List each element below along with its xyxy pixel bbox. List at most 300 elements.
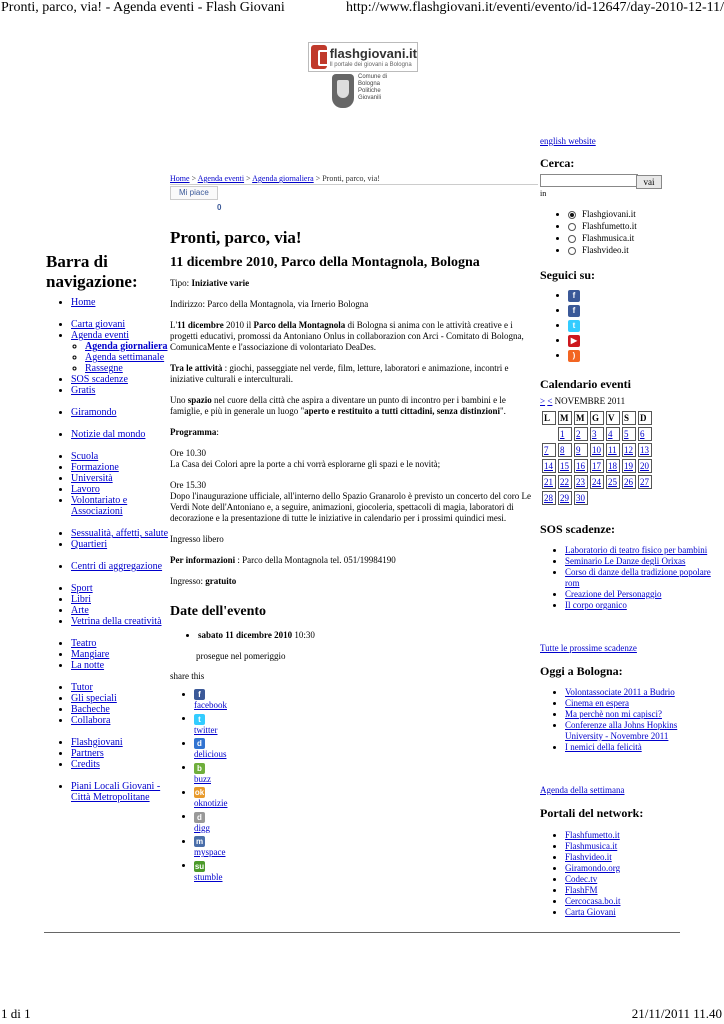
breadcrumb-current: Pronti, parco, via! — [322, 174, 380, 183]
nav-group — [58, 781, 173, 803]
calendar-day-link[interactable]: 3 — [592, 429, 597, 439]
calendar-day — [558, 459, 572, 473]
calendar-nav — [540, 396, 625, 406]
calendar-empty-cell — [638, 491, 652, 505]
sos-list — [554, 545, 714, 611]
calendar-day-link[interactable]: 5 — [624, 429, 629, 439]
page-title: Pronti, parco, via! — [170, 228, 302, 247]
calendar-day — [606, 475, 620, 489]
nav-link[interactable]: Libri — [71, 594, 91, 605]
calendar-next-button[interactable]: > — [540, 396, 546, 406]
calendar-day — [542, 491, 556, 505]
calendar-day — [606, 443, 620, 457]
nav-link[interactable]: La notte — [71, 660, 105, 671]
calendar-day — [590, 443, 604, 457]
nav-item — [71, 693, 173, 704]
nav-link[interactable]: Lavoro — [71, 484, 100, 495]
search-button[interactable]: vai — [636, 175, 662, 189]
sidebar-nav — [58, 297, 173, 814]
bologna-crest-icon — [332, 74, 354, 108]
nav-item — [71, 407, 173, 418]
sos-all-link[interactable]: Tutte le prossime scadenze — [540, 643, 637, 653]
calendar-day — [590, 459, 604, 473]
oggi-item — [565, 709, 714, 720]
follow-item — [568, 320, 580, 335]
calendar-day — [638, 475, 652, 489]
nav-item — [71, 605, 173, 616]
calendar-weekday: G — [590, 411, 604, 425]
share-link[interactable]: buzz — [194, 773, 211, 784]
nav-item — [71, 297, 173, 308]
nav-item — [71, 583, 173, 594]
portale-link[interactable]: Flashvideo.it — [565, 852, 612, 862]
nav-group — [58, 638, 173, 671]
nav-item — [71, 704, 173, 715]
nav-item — [71, 660, 173, 671]
oggi-link[interactable]: Cinema en espera — [565, 698, 629, 708]
calendar-day-link[interactable]: 7 — [544, 445, 549, 455]
nav-link[interactable]: Sessualità, affetti, salute — [71, 528, 169, 539]
radio-button[interactable] — [568, 223, 576, 231]
event-description — [170, 278, 538, 597]
calendar-day-link[interactable]: 28 — [544, 493, 553, 503]
nav-link[interactable]: Agenda eventi — [71, 330, 130, 341]
entry-line: Ingresso: gratuito — [170, 576, 237, 586]
nav-group — [58, 682, 173, 726]
breadcrumb: Home > Agenda eventi > Agenda giornaliera > Pronti, parco, via! — [170, 174, 538, 185]
event-date-item: • sabato 11 dicembre 2010 10:30 — [198, 630, 530, 641]
calendar-empty-cell — [590, 491, 604, 505]
portale-item — [565, 841, 714, 852]
calendar-day — [638, 427, 652, 441]
calendar-day-link[interactable]: 11 — [608, 445, 617, 455]
program-label: Programma: — [170, 427, 219, 437]
calendar-day-link[interactable]: 26 — [624, 477, 633, 487]
oggi-item — [565, 687, 714, 698]
calendar-day-link[interactable]: 6 — [640, 429, 645, 439]
nav-item — [71, 429, 173, 440]
calendar-day-link[interactable]: 8 — [560, 445, 565, 455]
nav-item — [71, 462, 173, 473]
twitter-icon[interactable]: t — [194, 714, 205, 725]
nav-link[interactable]: SOS scadenze — [71, 374, 128, 385]
nav-item — [71, 682, 173, 693]
portale-link[interactable]: Codec.tv — [565, 874, 598, 884]
portale-link[interactable]: Flashmusica.it — [565, 841, 618, 851]
share-item — [194, 762, 302, 784]
follow-title: Seguici su: — [540, 268, 596, 282]
flashgiovani-logo-icon — [311, 45, 327, 69]
calendar-week — [542, 459, 652, 473]
nav-group — [58, 737, 173, 770]
calendar-day — [622, 427, 636, 441]
nav-link[interactable]: Gli speciali — [71, 693, 117, 704]
nav-link[interactable]: Università — [71, 473, 113, 484]
oggi-link[interactable]: Volontassociate 2011 a Budrio — [565, 687, 675, 697]
portale-item — [565, 896, 714, 907]
radio-button[interactable] — [568, 247, 576, 255]
calendar-week — [542, 491, 652, 505]
info-line: Per informazioni : Parco della Montagnola tel. 051/19984190 — [170, 555, 396, 565]
share-link[interactable]: digg — [194, 822, 211, 833]
portale-item — [565, 852, 714, 863]
calendar-day — [606, 459, 620, 473]
portale-item — [565, 907, 714, 918]
event-address: Indirizzo: Parco della Montagnola, via Irnerio Bologna — [170, 299, 369, 309]
search-option — [568, 232, 637, 244]
oggi-item — [565, 698, 714, 709]
digg-icon[interactable]: d — [194, 812, 205, 823]
nav-item — [71, 759, 173, 770]
sos-link[interactable]: Seminario Le Danze degli Orixas — [565, 556, 686, 566]
share-link[interactable]: twitter — [194, 724, 218, 735]
portale-link[interactable]: FlashFM — [565, 885, 598, 895]
nav-link[interactable]: Credits — [71, 759, 100, 770]
nav-link[interactable]: Collabora — [71, 715, 111, 726]
calendar-day-link[interactable]: 18 — [608, 461, 617, 471]
calendar-title: Calendario eventi — [540, 377, 631, 391]
calendar-table — [540, 409, 654, 507]
facebook-icon[interactable]: f — [194, 689, 205, 700]
breadcrumb-agenda-giornaliera[interactable]: Agenda giornaliera — [252, 174, 314, 183]
share-link[interactable]: myspace — [194, 847, 226, 858]
calendar-day-link[interactable]: 10 — [592, 445, 601, 455]
calendar-weekday: M — [574, 411, 588, 425]
calendar-day — [558, 443, 572, 457]
comune-bologna-logo — [332, 72, 412, 110]
search-option — [568, 244, 637, 256]
event-dates-list — [170, 630, 530, 641]
search-option-label: Flashfumetto.it — [582, 221, 637, 231]
portali-list — [554, 830, 714, 918]
calendar-day-link[interactable]: 29 — [560, 493, 569, 503]
nav-link[interactable]: Vetrina della creatività — [71, 616, 162, 627]
share-link[interactable]: delicious — [194, 749, 227, 760]
share-item — [194, 787, 302, 809]
event-heading: 11 dicembre 2010, Parco della Montagnola, Bologna — [170, 255, 480, 270]
logo-tagline: Il portale dei giovani a Bologna — [329, 61, 412, 68]
nav-item — [71, 451, 173, 462]
calendar-day-link[interactable]: 16 — [576, 461, 585, 471]
calendar-day — [590, 427, 604, 441]
nav-link[interactable]: Formazione — [71, 462, 119, 473]
follow-item — [568, 305, 580, 320]
stumbleupon-icon[interactable]: su — [194, 861, 205, 871]
search-option-label: Flashgiovani.it — [582, 209, 636, 219]
nav-group — [58, 451, 173, 517]
portale-item — [565, 874, 714, 885]
sos-link[interactable]: Il corpo organico — [565, 600, 627, 610]
calendar-empty-cell — [622, 491, 636, 505]
share-link[interactable]: stumble — [194, 871, 223, 882]
delicious-icon[interactable]: d — [194, 738, 205, 749]
calendar-day — [574, 459, 588, 473]
nav-link[interactable]: Carta giovani — [71, 319, 126, 330]
share-link[interactable]: oknotizie — [194, 798, 228, 809]
calendar-day — [622, 459, 636, 473]
nav-link[interactable]: Giramondo — [71, 407, 117, 418]
oggi-title: Oggi a Bologna: — [540, 664, 623, 678]
share-item — [194, 713, 302, 735]
program-afternoon: Ore 15.30 Dopo l'inaugurazione ufficiale, all'interno dello Spazio Granarolo è previsto un concerto del coro Le Verdi Note dell'Antoniano e, a seguire, animazioni, giocoleria, spettacoli di magia, laboratori di decorazione e la presentazione di tutte le iniziative in calendario per i prossimi quindici mesi. — [170, 480, 531, 523]
share-link[interactable]: facebook — [194, 700, 227, 711]
share-list — [182, 689, 302, 885]
nav-group — [58, 297, 173, 308]
nav-submenu — [71, 341, 173, 374]
sos-item — [565, 567, 714, 589]
calendar-day — [606, 427, 620, 441]
nav-item — [71, 748, 173, 759]
calendar-day-link[interactable]: 19 — [624, 461, 633, 471]
facebook-icon[interactable]: f — [568, 290, 580, 302]
nav-item — [71, 539, 173, 550]
week-agenda-link[interactable]: Agenda della settimana — [540, 785, 625, 795]
nav-item — [71, 638, 173, 649]
oggi-link[interactable]: I nemici della felicità — [565, 742, 642, 752]
follow-item — [568, 290, 580, 305]
oggi-item — [565, 742, 714, 753]
logo-name: flashgiovani.it — [329, 45, 417, 61]
nav-item — [71, 484, 173, 495]
free-entry: Ingresso libero — [170, 534, 224, 544]
portale-item — [565, 885, 714, 896]
nav-link[interactable]: Quartieri — [71, 539, 108, 550]
nav-item — [71, 781, 173, 803]
nav-group — [58, 319, 173, 396]
portale-link[interactable]: Flashfumetto.it — [565, 830, 620, 840]
calendar-day-link[interactable]: 1 — [560, 429, 565, 439]
search-option-label: Flashmusica.it — [582, 233, 635, 243]
calendar-weekday: V — [606, 411, 620, 425]
nav-link[interactable]: Partners — [71, 748, 104, 759]
follow-item — [568, 350, 580, 365]
nav-link[interactable]: Scuola — [71, 451, 99, 462]
nav-group — [58, 561, 173, 572]
oggi-link[interactable]: Ma perchè non mi capisci? — [565, 709, 662, 719]
calendar-day-link[interactable]: 17 — [592, 461, 601, 471]
nav-sublink[interactable]: Agenda giornaliera — [85, 341, 168, 352]
nav-link[interactable]: Arte — [71, 605, 89, 616]
rss-icon[interactable]: ) — [568, 350, 580, 362]
follow-item — [568, 335, 580, 350]
calendar-weekday: D — [638, 411, 652, 425]
portale-link[interactable]: Carta Giovani — [565, 907, 616, 917]
radio-button[interactable] — [568, 235, 576, 243]
portale-item — [565, 863, 714, 874]
nav-item — [71, 616, 173, 627]
portale-link[interactable]: Cercocasa.bo.it — [565, 896, 621, 906]
myspace-icon[interactable]: m — [195, 837, 204, 847]
follow-list — [554, 290, 580, 365]
calendar-day — [542, 443, 556, 457]
calendar-day — [574, 475, 588, 489]
calendar-day-link[interactable]: 30 — [576, 493, 585, 503]
portale-item — [565, 830, 714, 841]
search-input[interactable] — [540, 174, 638, 187]
oggi-link[interactable]: Conferenze alla Johns Hopkins University - Novembre 2011 — [565, 720, 678, 741]
twitter-icon[interactable]: t — [568, 320, 580, 332]
calendar-empty-cell — [606, 491, 620, 505]
calendar-day-link[interactable]: 12 — [624, 445, 633, 455]
event-dates-title: Date dell'evento — [170, 604, 267, 619]
calendar-day-link[interactable]: 24 — [592, 477, 601, 487]
calendar-day-link[interactable]: 27 — [640, 477, 649, 487]
nav-link[interactable]: Teatro — [71, 638, 97, 649]
sos-link[interactable]: Corso di danze della tradizione popolare rom — [565, 567, 711, 588]
nav-link[interactable]: Notizie dal mondo — [71, 429, 146, 440]
event-type: Tipo: Iniziative varie — [170, 278, 250, 288]
calendar-empty-cell — [542, 427, 556, 441]
nav-link[interactable]: Gratis — [71, 385, 96, 396]
calendar-week — [542, 427, 652, 441]
nav-link[interactable]: Tutor — [71, 682, 93, 693]
nav-group — [58, 407, 173, 418]
share-item — [194, 860, 302, 882]
flashgiovani-logo[interactable] — [308, 42, 418, 72]
nav-item — [71, 594, 173, 605]
nav-item — [71, 649, 173, 660]
sos-item — [565, 545, 714, 556]
sos-link[interactable]: Creazione del Personaggio — [565, 589, 662, 599]
nav-sublink[interactable]: Rassegne — [85, 363, 123, 374]
calendar-day — [542, 475, 556, 489]
buzz-icon[interactable]: b — [194, 763, 205, 774]
calendar-day — [638, 459, 652, 473]
oggi-item — [565, 720, 714, 742]
facebook-icon[interactable]: f — [568, 305, 580, 317]
share-item — [194, 689, 302, 711]
nav-title: Barra di navigazione: — [46, 252, 138, 291]
search-site-options — [554, 208, 637, 256]
calendar-weekday: S — [622, 411, 636, 425]
comune-logo-text: Comune di Bologna Politiche Giovanili — [358, 74, 388, 101]
calendar-day — [622, 475, 636, 489]
event-date-note: prosegue nel pomeriggio — [196, 651, 286, 661]
nav-subitem — [85, 341, 173, 352]
calendar-week — [542, 443, 652, 457]
nav-sublink[interactable]: Agenda settimanale — [85, 352, 165, 363]
calendar-month: NOVEMBRE 2011 — [554, 396, 626, 406]
nav-group — [58, 528, 173, 550]
search-option — [568, 208, 637, 220]
calendar-weekday: L — [542, 411, 556, 425]
nav-item — [71, 319, 173, 330]
nav-link[interactable]: Home — [71, 297, 96, 308]
search-title: Cerca: — [540, 156, 575, 170]
calendar-prev-button[interactable]: < — [547, 396, 553, 406]
sos-link[interactable]: Laboratorio di teatro fisico per bambini — [565, 545, 708, 555]
portale-link[interactable]: Giramondo.org — [565, 863, 621, 873]
sos-item — [565, 600, 714, 611]
sos-item — [565, 589, 714, 600]
search-option-label: Flashvideo.it — [582, 245, 629, 255]
nav-subitem — [85, 352, 173, 363]
calendar-day — [574, 427, 588, 441]
print-page-url: http://www.flashgiovani.it/eventi/evento/id-12647/day-2010-12-11/ — [345, 0, 724, 15]
calendar-day — [558, 427, 572, 441]
calendar-weekday: M — [558, 411, 572, 425]
nav-link[interactable]: Flashgiovani — [71, 737, 123, 748]
print-datetime: 21/11/2011 11.40 — [631, 1006, 722, 1021]
calendar-day-link[interactable]: 20 — [640, 461, 649, 471]
calendar-day-link[interactable]: 14 — [544, 461, 553, 471]
event-paragraph-intro: L'11 dicembre 2010 il Parco della Montagnola di Bologna si anima con le attività creative e i progetti educativi, promossi da Antoniano Onlus in collaborazion con Arci - Comitato di Bologna, ComunicaMente e l'associazione di volontariato DeaDes. — [170, 320, 524, 352]
nav-item — [71, 737, 173, 748]
english-website-link[interactable]: english website — [540, 136, 596, 146]
calendar-day-link[interactable]: 22 — [560, 477, 569, 487]
calendar-day-link[interactable]: 23 — [576, 477, 585, 487]
sos-title: SOS scadenze: — [540, 522, 615, 536]
calendar-day — [574, 443, 588, 457]
nav-group — [58, 583, 173, 627]
nav-link[interactable]: Bacheche — [71, 704, 110, 715]
calendar-day — [638, 443, 652, 457]
calendar-week — [542, 475, 652, 489]
oknotizie-icon[interactable]: ok — [194, 788, 205, 798]
sos-item — [565, 556, 714, 567]
share-item — [194, 811, 302, 833]
nav-item — [71, 715, 173, 726]
nav-item — [71, 528, 173, 539]
calendar-day-link[interactable]: 13 — [640, 445, 649, 455]
print-page-number: 1 di 1 — [1, 1006, 31, 1021]
search-option — [568, 220, 637, 232]
calendar-day-link[interactable]: 4 — [608, 429, 613, 439]
breadcrumb-agenda-eventi[interactable]: Agenda eventi — [197, 174, 245, 183]
search-in-label: in — [540, 189, 547, 198]
oggi-list — [554, 687, 714, 753]
nav-subitem — [85, 363, 173, 374]
program-morning: Ore 10.30 La Casa dei Colori apre la porte a chi vorrà esplorarne gli spazi e le novità; — [170, 448, 441, 469]
calendar-day — [542, 459, 556, 473]
like-count: 0 — [217, 203, 222, 212]
nav-item — [71, 385, 173, 396]
nav-group — [58, 429, 173, 440]
calendar-day-link[interactable]: 21 — [544, 477, 553, 487]
nav-link[interactable]: Sport — [71, 583, 93, 594]
nav-item — [71, 330, 173, 374]
calendar-day-link[interactable]: 25 — [608, 477, 617, 487]
like-button[interactable]: Mi piace — [170, 186, 218, 200]
share-item — [194, 836, 302, 858]
youtube-icon[interactable]: ▶ — [568, 335, 580, 347]
share-label: share this — [170, 671, 205, 681]
calendar-day-link[interactable]: 2 — [576, 429, 581, 439]
nav-item — [71, 495, 173, 517]
radio-button[interactable] — [568, 211, 576, 219]
nav-link[interactable]: Volontariato e Associazioni — [71, 495, 128, 517]
event-paragraph-space: Uno spazio nel cuore della città che aspira a diventare un punto di incontro per i bambini e le famiglie, e più in generale un luogo "aperto e restituito a tutti cittadini, senza distinzioni". — [170, 395, 506, 416]
share-item — [194, 738, 302, 760]
calendar-day — [558, 491, 572, 505]
calendar-day — [590, 475, 604, 489]
breadcrumb-home[interactable]: Home — [170, 174, 190, 183]
portali-title: Portali del network: — [540, 806, 644, 820]
calendar-day — [622, 443, 636, 457]
nav-link[interactable]: Mangiare — [71, 649, 110, 660]
bottom-divider — [44, 932, 680, 933]
calendar-day — [558, 475, 572, 489]
calendar-day-link[interactable]: 9 — [576, 445, 581, 455]
nav-link[interactable]: Centri di aggregazione — [71, 561, 163, 572]
calendar-day-link[interactable]: 15 — [560, 461, 569, 471]
event-paragraph-activities: Tra le attività : giochi, passeggiate nel verde, film, letture, laboratori e animazione, incontri e iniziative culturali e interculturali. — [170, 363, 509, 384]
nav-item — [71, 473, 173, 484]
nav-item — [71, 561, 173, 572]
print-page-title: Pronti, parco, via! - Agenda eventi - Flash Giovani — [1, 0, 285, 15]
nav-item — [71, 374, 173, 385]
nav-link[interactable]: Piani Locali Giovani - Città Metropolitane — [71, 781, 161, 803]
